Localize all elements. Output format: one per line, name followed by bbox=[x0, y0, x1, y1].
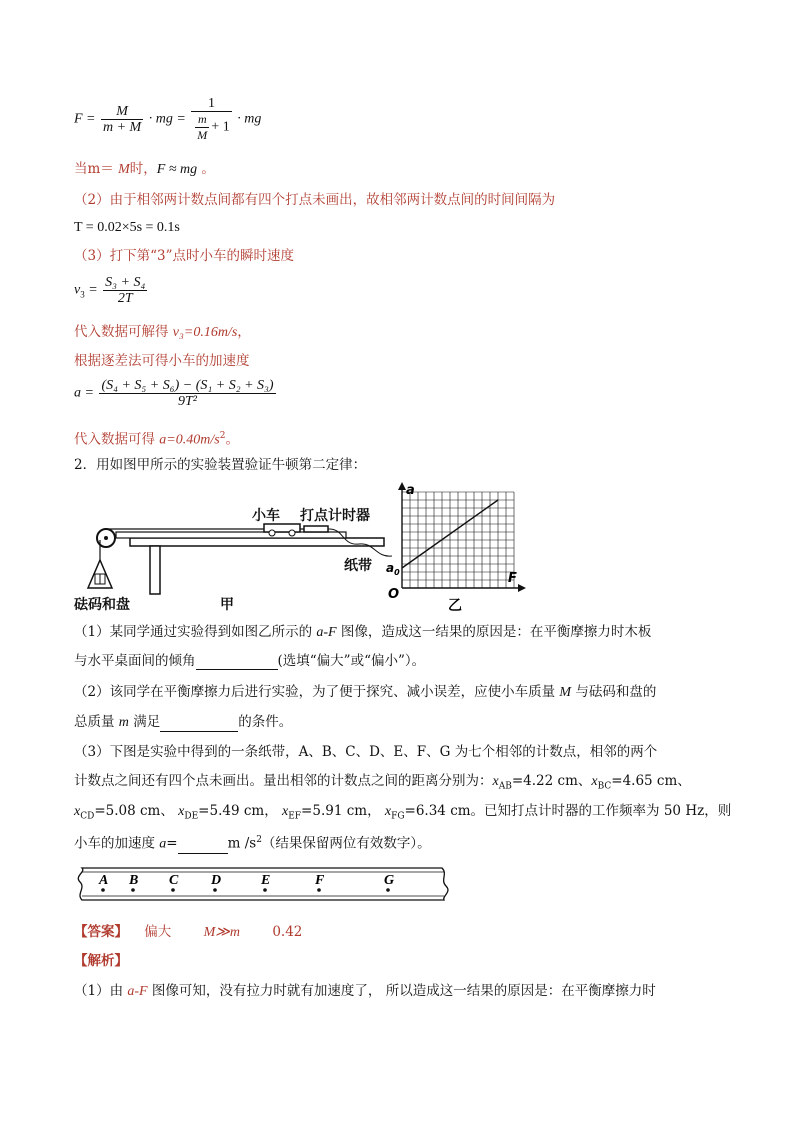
question-2-part-2b: 总质量 m 满足 的条件。 bbox=[74, 714, 293, 730]
aF-graph bbox=[382, 480, 532, 615]
tape-point-dot-F bbox=[317, 888, 321, 892]
timer bbox=[304, 526, 328, 532]
axis-a-label: a bbox=[406, 483, 415, 498]
question-2-part-2a: （2）该同学在平衡摩擦力后进行实验，为了便于探究、减小误差，应使小车质量 M 与砝码和盘的 bbox=[74, 684, 657, 700]
tape-point-label-C: C bbox=[169, 873, 179, 888]
tape-point-label-D: D bbox=[211, 873, 222, 888]
label-weights: 砝码和盘 bbox=[74, 597, 130, 613]
question-2-title: 2．用如图甲所示的实验装置验证牛顿第二定律： bbox=[74, 457, 367, 473]
question-2-part-3a: （3）下图是实验中得到的一条纸带，A、B、C、D、E、F、G 为七个相邻的计数点，相邻的两个 bbox=[74, 744, 658, 760]
axis-F-label: F bbox=[508, 571, 517, 586]
question-2-part-1a: （1）某同学通过实验得到如图乙所示的 a-F 图像，造成这一结果的原因是：在平衡摩擦力时木板 bbox=[74, 624, 652, 640]
tape-point-dot-C bbox=[171, 888, 175, 892]
axis-a0-label: $a_0$ bbox=[386, 561, 400, 577]
answer-line: 【答案】 偏大 M≫m 0.42 bbox=[74, 924, 303, 940]
tape-point-label-E: E bbox=[261, 873, 271, 888]
tape-point-dot-G bbox=[386, 888, 390, 892]
answer-blank-1[interactable] bbox=[196, 655, 278, 670]
paragraph-2: （2）由于相邻两计数点间都有四个打点未画出，故相邻两计数点间的时间间隔为 bbox=[74, 192, 556, 208]
acceleration-intro: 根据逐差法可得小车的加速度 bbox=[74, 353, 250, 369]
tape-point-dot-A bbox=[101, 888, 105, 892]
tape-point-dot-E bbox=[263, 888, 267, 892]
question-2-part-1b: 与水平桌面间的倾角 (选填“偏大”或“偏小”）。 bbox=[74, 653, 426, 669]
paragraph-3: （3）打下第“3”点时小车的瞬时速度 bbox=[74, 248, 294, 264]
axis-origin-label: O bbox=[388, 587, 400, 602]
tape-point-label-A: A bbox=[99, 873, 109, 888]
tape-point-dot-D bbox=[213, 888, 217, 892]
label-jia: 甲 bbox=[220, 597, 234, 613]
tape-point-dot-B bbox=[131, 888, 135, 892]
analysis-tag: 【解析】 bbox=[74, 953, 128, 969]
answer-blank-2[interactable] bbox=[160, 717, 238, 732]
graph-grid bbox=[402, 492, 514, 588]
table-leg bbox=[150, 546, 160, 594]
acceleration-result: 代入数据可得 $a=0.40m/s^2$。 bbox=[74, 431, 239, 448]
tape-point-label-B: B bbox=[129, 873, 139, 888]
label-car: 小车 bbox=[252, 508, 280, 524]
board bbox=[116, 532, 346, 538]
formula-force: F = $\frac{M}{m + M}$ · mg = 1 $\frac{m}{M}$ + 1 · mg bbox=[74, 96, 262, 142]
answer-blank-3[interactable] bbox=[178, 839, 228, 854]
question-2-part-3c: $x_{CD}=5.08$ cm、 $x_{DE}=5.49$ cm， $x_{EF}=5.91$ cm， $x_{FG}=6.34$ cm。已知打点计时器的工作频率为 50 Hz，则 bbox=[74, 803, 732, 822]
velocity-result: 代入数据可解得 v₃=0.16m/s， bbox=[74, 324, 251, 340]
when-m-equals-M-line: 当m＝ M时，F ≈ mg 。 bbox=[74, 161, 215, 177]
label-tape: 纸带 bbox=[344, 558, 372, 574]
formula-velocity: $v_3$ = $\frac{\text{S₃ + S₄}}{2T}$ bbox=[74, 275, 146, 306]
label-yi: 乙 bbox=[448, 598, 462, 614]
tape-point-label-G: G bbox=[384, 873, 395, 888]
apparatus-figure bbox=[74, 488, 394, 618]
formula-period: T = 0.02×5s = 0.1s bbox=[74, 220, 180, 235]
label-timer: 打点计时器 bbox=[300, 508, 370, 524]
tape-point-label-F: F bbox=[315, 873, 325, 888]
question-2-part-3d: 小车的加速度 a= m $/s^2$（结果保留两位有效数字）。 bbox=[74, 835, 431, 852]
question-2-part-3b: 计数点之间还有四个点未画出。量出相邻的计数点之间的距离分别为：$x_{AB}=4.22$ cm、$x_{BC}=4.65$ cm、 bbox=[74, 773, 691, 792]
analysis-line-1: （1）由 a-F 图像可知，没有拉力时就有加速度了， 所以造成这一结果的原因是：在平衡摩擦力时 bbox=[74, 983, 656, 999]
paper-tape bbox=[74, 862, 454, 904]
formula-acceleration: a = $\frac{\text{(S₄ + S₅ + S₆) − (S₁ + S₂ + S₃)}}{\text{9T²}}$ bbox=[74, 378, 274, 409]
